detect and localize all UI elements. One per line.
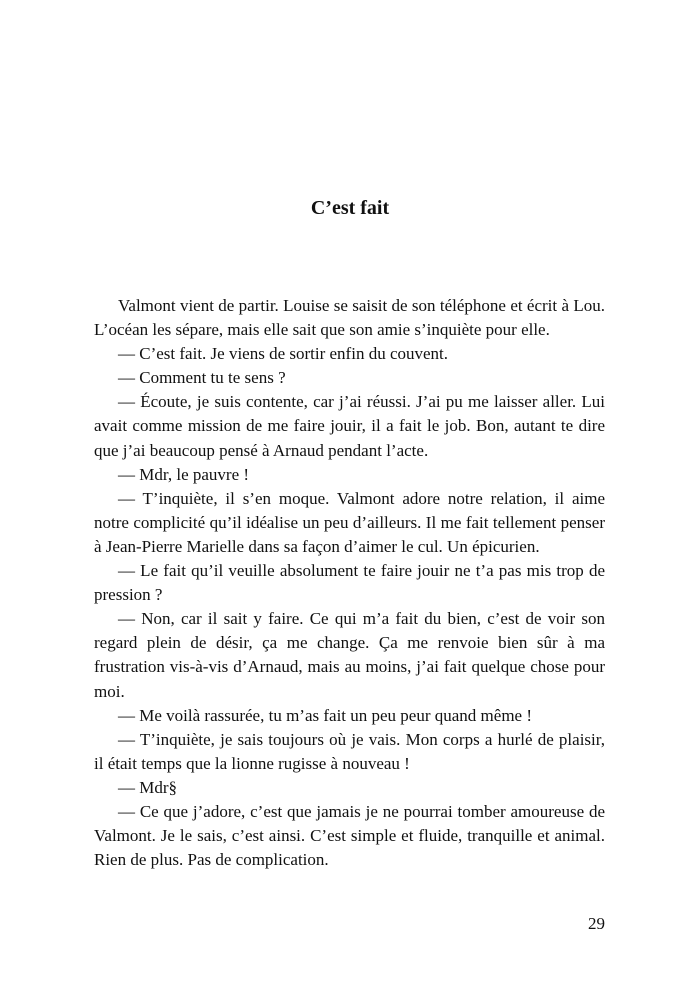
paragraph: — C’est fait. Je viens de sortir enfin du couvent.	[118, 344, 449, 364]
paragraph: — Ce que j’adore, c’est que jamais je ne pourrai tomber amoureuse de Valmont. Je le sais, c’est ainsi. C’est simple et fluide, tranquille et animal. Rien de plus. Pas de complication.	[94, 801, 605, 870]
paragraph: — Me voilà rassurée, tu m’as fait un peu peur quand même !	[118, 705, 533, 725]
body-text	[94, 294, 605, 872]
paragraph: — Le fait qu’il veuille absolument te faire jouir ne t’a pas mis trop de pression ?	[94, 561, 605, 605]
paragraph: Valmont vient de partir. Louise se saisit de son téléphone et écrit à Lou. L’océan les sépare, mais elle sait que son amie s’inquiète pour elle.	[94, 296, 605, 340]
paragraph: — Écoute, je suis contente, car j’ai réussi. J’ai pu me laisser aller. Lui avait comme mission de me faire jouir, il a fait le job. Bon, autant te dire que j’ai beaucoup pensé à Arnaud pendant l’acte.	[94, 392, 605, 460]
paragraph: — Non, car il sait y faire. Ce qui m’a fait du bien, c’est de voir son regard plein de désir, ça me change. Ça me renvoie bien sûr à ma frustration vis-à-vis d’Arnaud, mais au moins, j’ai fait quelque chose pour moi.	[94, 609, 605, 701]
page-number: 29	[588, 914, 605, 933]
paragraph: — T’inquiète, il s’en moque. Valmont adore notre relation, il aime notre complicité qu’il idéalise un peu d’ailleurs. Il me fait tellement penser à Jean-Pierre Marielle dans sa façon d’aimer le cul. Un épicurien.	[94, 488, 605, 556]
paragraph: — Comment tu te sens ?	[118, 368, 286, 388]
chapter-title: C’est fait	[310, 197, 390, 219]
paragraph: — Mdr, le pauvre !	[118, 464, 250, 484]
paragraph: — T’inquiète, je sais toujours où je vais. Mon corps a hurlé de plaisir, il était temps que la lionne rugisse à nouveau !	[94, 729, 605, 773]
paragraph: — Mdr§	[118, 777, 178, 797]
